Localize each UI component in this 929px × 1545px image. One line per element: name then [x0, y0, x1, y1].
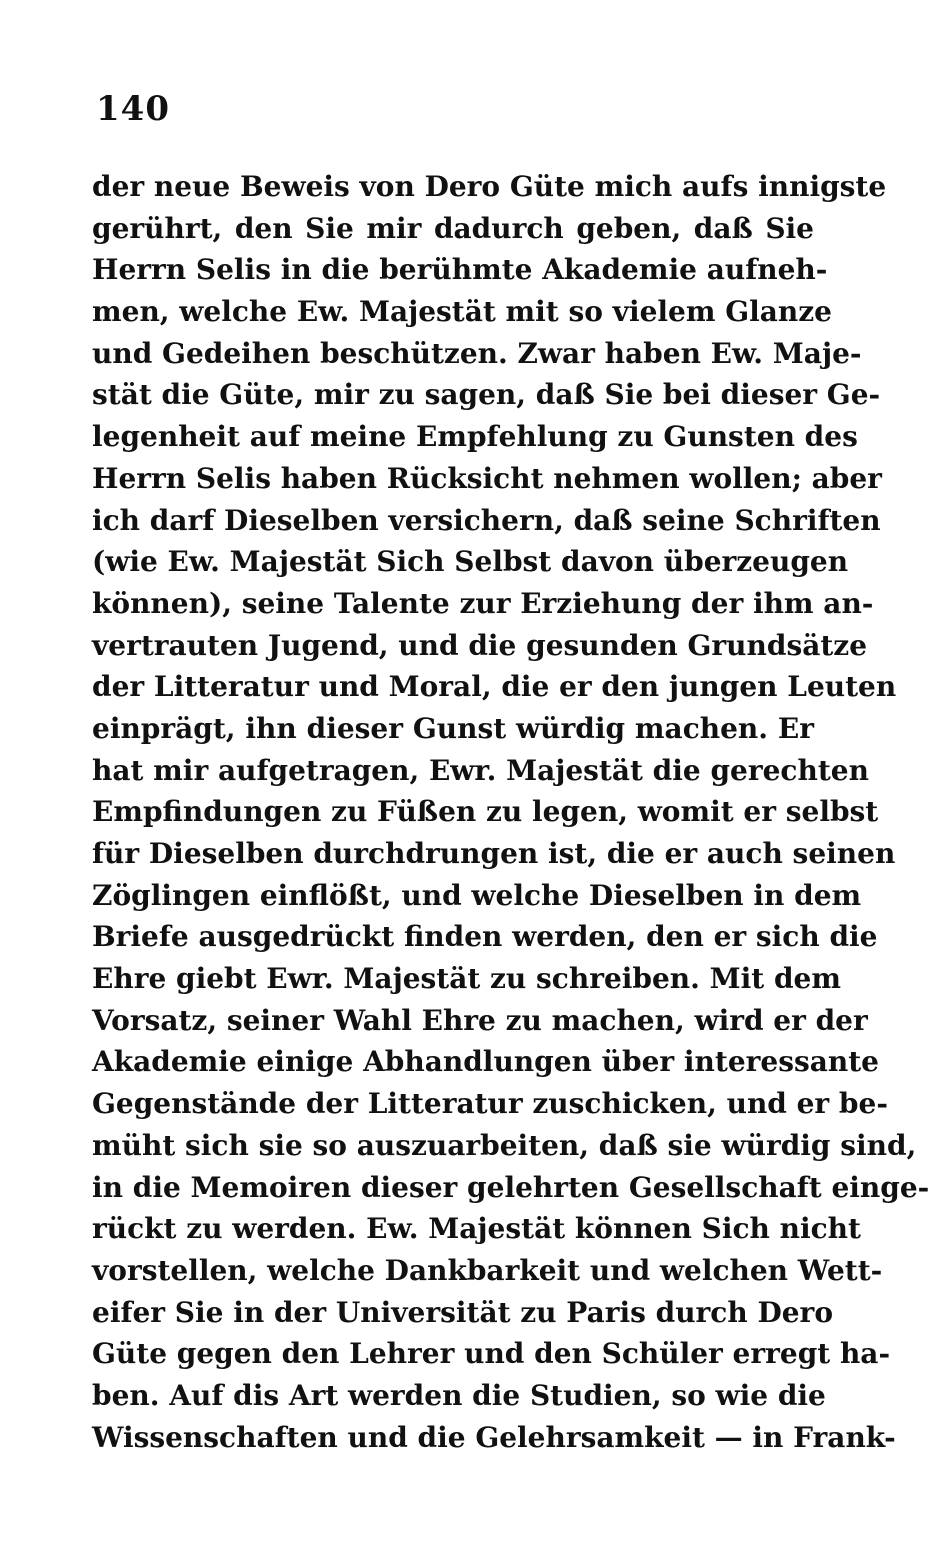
- text-line: Vorsatz, seiner Wahl Ehre zu machen, wird er der: [92, 1003, 868, 1037]
- text-line: hat mir aufgetragen, Ewr. Majestät die gerechten: [92, 753, 869, 787]
- text-line: der neue Beweis von Dero Güte mich aufs innigste: [92, 170, 887, 203]
- text-line: Gegenstände der Litteratur zuschicken, und er be-: [92, 1087, 888, 1121]
- text-line: der Litteratur und Moral, die er den jungen Leuten: [92, 670, 897, 704]
- text-line: und Gedeihen beschützen. Zwar haben Ew. Maje-: [92, 336, 862, 370]
- text-line: müht sich sie so auszuarbeiten, daß sie würdig sind,: [92, 1128, 917, 1162]
- text-line: in die Memoiren dieser gelehrten Gesellschaft einge-: [92, 1170, 929, 1204]
- text-line: können), seine Talente zur Erziehung der ihm an-: [92, 586, 874, 620]
- text-line: Herrn Selis in die berühmte Akademie aufneh-: [92, 253, 828, 287]
- text-line: men, welche Ew. Majestät mit so vielem Glanze: [92, 295, 832, 329]
- text-line: Akademie einige Abhandlungen über interessante: [92, 1045, 879, 1079]
- text-line: für Dieselben durchdrungen ist, die er auch seinen: [92, 837, 896, 870]
- text-line: Herrn Selis haben Rücksicht nehmen wollen; aber: [92, 461, 882, 495]
- text-line: vertrauten Jugend, und die gesunden Grundsätze: [92, 628, 868, 662]
- text-line: Empfindungen zu Füßen zu legen, womit er selbst: [92, 795, 879, 829]
- page-number: 140: [96, 89, 170, 129]
- text-line: Wissenschaften und die Gelehrsamkeit — in Frank-: [92, 1420, 896, 1454]
- text-line: (wie Ew. Majestät Sich Selbst davon überzeugen: [92, 545, 849, 579]
- text-line: Güte gegen den Lehrer und den Schüler erregt ha-: [92, 1337, 891, 1371]
- text-line: stät die Güte, mir zu sagen, daß Sie bei dieser Ge-: [92, 378, 881, 412]
- text-line: Zöglingen einflößt, und welche Dieselben in dem: [92, 878, 862, 912]
- text-line: rückt zu werden. Ew. Majestät können Sich nicht: [92, 1212, 861, 1246]
- text-line: vorstellen, welche Dankbarkeit und welchen Wett-: [92, 1253, 883, 1287]
- text-line: Briefe ausgedrückt finden werden, den er sich die: [92, 920, 878, 954]
- text-line: einprägt, ihn dieser Gunst würdig machen. Er: [92, 711, 814, 745]
- text-line: ben. Auf dis Art werden die Studien, so wie die: [92, 1378, 826, 1412]
- text-line: Ehre giebt Ewr. Majestät zu schreiben. Mit dem: [92, 962, 841, 996]
- text-line: eifer Sie in der Universität zu Paris durch Dero: [92, 1295, 833, 1329]
- body-text: [92, 166, 929, 1458]
- text-line: gerührt, den Sie mir dadurch geben, daß Sie: [92, 211, 814, 245]
- text-line: legenheit auf meine Empfehlung zu Gunsten des: [92, 420, 858, 454]
- text-line: ich darf Dieselben versichern, daß seine Schriften: [92, 503, 881, 537]
